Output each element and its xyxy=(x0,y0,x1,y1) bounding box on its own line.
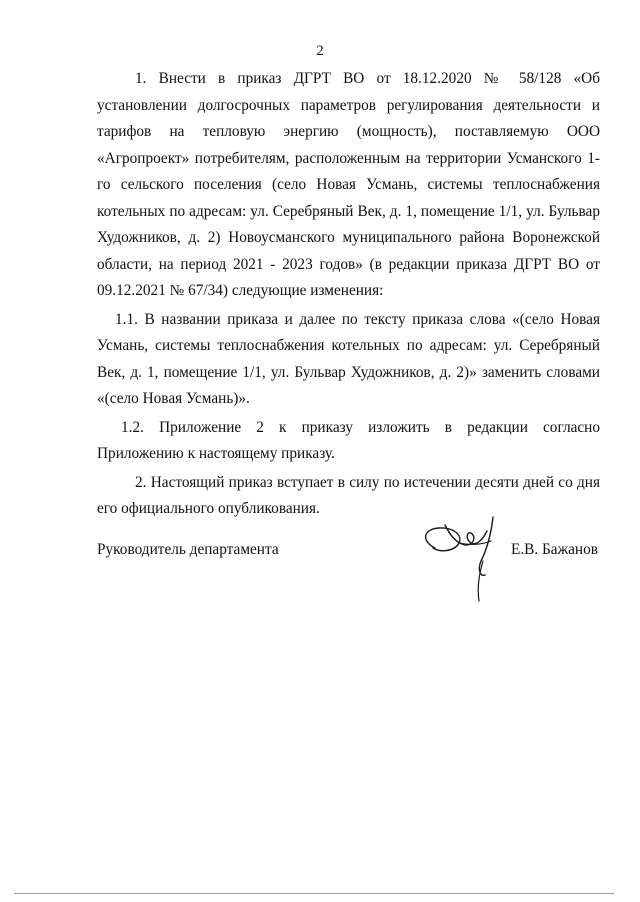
page-number: 2 xyxy=(316,43,324,59)
paragraph-2: 2. Настоящий приказ вступает в силу по истечении десяти дней со дня его официального опубликования. xyxy=(97,473,600,517)
document-body xyxy=(97,66,600,523)
paragraph-1-2: 1.2. Приложение 2 к приказу изложить в редакции согласно Приложению к настоящему приказу. xyxy=(97,418,600,462)
paragraph-1-1: 1.1. В названии приказа и далее по тексту приказа слова «(село Новая Усмань, системы теплоснабжения котельных по адресам: ул. Серебряный Век, д. 1, помещение 1/1, ул. Бульвар Художников, д. 2)» заменить словами «(село Новая Усмань)». xyxy=(97,310,600,407)
signature-block xyxy=(97,541,600,611)
handwritten-signature xyxy=(419,515,511,607)
signatory-title: Руководитель департамента xyxy=(97,541,279,558)
signatory-name: Е.В. Бажанов xyxy=(510,541,598,558)
paragraph-1: 1. Внести в приказ ДГРТ ВО от 18.12.2020 № 58/128 «Об установлении долгосрочных параметров регулирования деятельности и тарифов на тепловую энергию (мощность), поставляемую ООО «Агропроект» потребителям, расположенным на территории Усманского 1-го сельского поселения (село Новая Усмань, системы теплоснабжения котельных по адресам: ул. Серебряный Век, д. 1, помещение 1/1, ул. Бульвар Художников, д. 2) Новоусманского муниципального района Воронежской области, на период 2021 - 2023 годов» (в редакции приказа ДГРТ ВО от 09.12.2021 № 67/34) следующие изменения: xyxy=(97,70,600,299)
bottom-divider xyxy=(14,893,614,894)
